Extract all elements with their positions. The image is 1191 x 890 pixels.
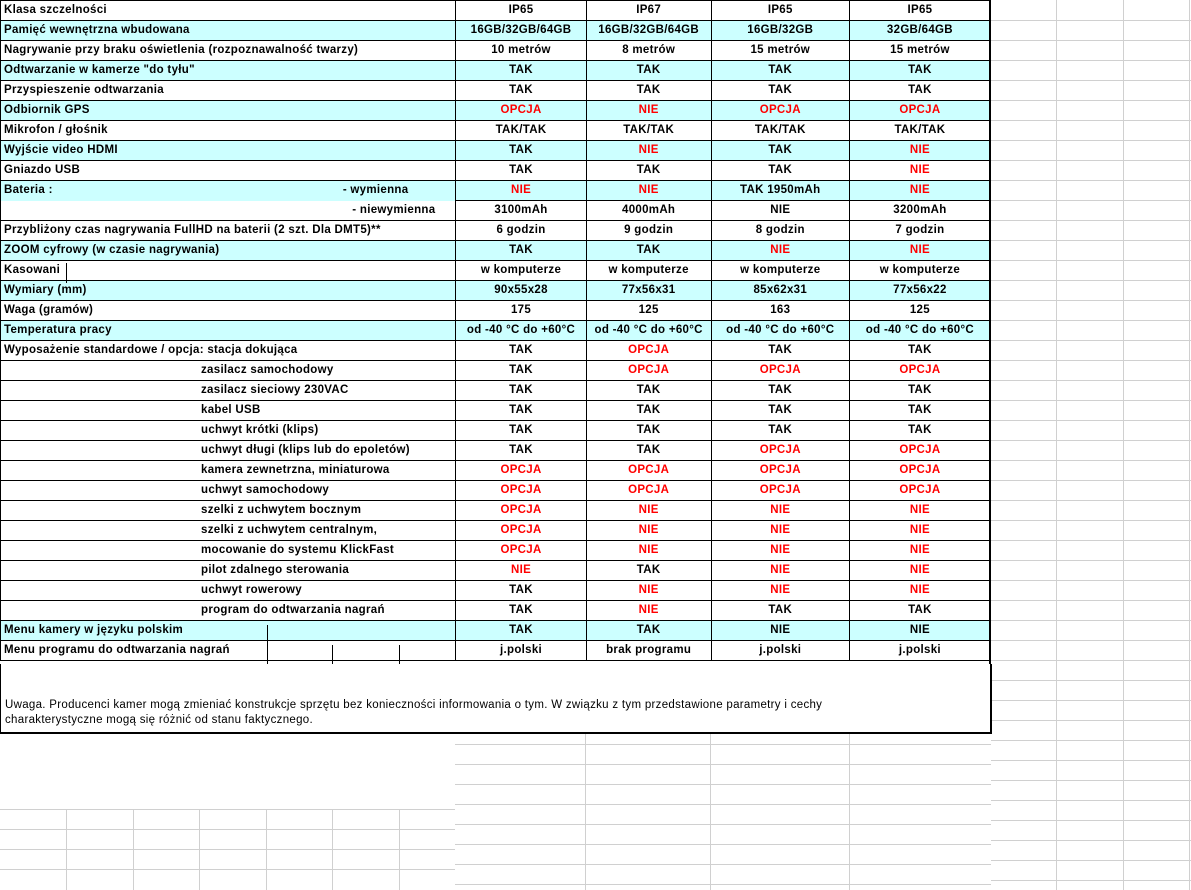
value-cell[interactable]: 15 metrów: [849, 41, 990, 61]
grid-line: [991, 800, 1191, 801]
grid-line: [455, 824, 991, 825]
value-cell[interactable]: TAK: [456, 341, 586, 361]
value-cell[interactable]: od -40 °C do +60°C: [849, 321, 990, 341]
value-cell[interactable]: 163: [711, 301, 849, 321]
value-cell[interactable]: TAK: [711, 161, 849, 181]
value-cell[interactable]: OPCJA: [711, 461, 849, 481]
value-cell[interactable]: OPCJA: [711, 441, 849, 461]
value-cell[interactable]: TAK: [711, 141, 849, 161]
grid-line: [0, 849, 455, 850]
table-row: [1, 61, 991, 81]
value-cell[interactable]: NIE: [849, 521, 990, 541]
grid-line: [991, 340, 1191, 341]
table-row: [1, 221, 991, 241]
grid-line: [991, 460, 1191, 461]
value-cell[interactable]: OPCJA: [849, 461, 990, 481]
grid-line: [991, 300, 1191, 301]
value-cell[interactable]: 7 godzin: [849, 221, 990, 241]
grid-line: [991, 160, 1191, 161]
value-cell[interactable]: 175: [456, 301, 586, 321]
value-cell[interactable]: OPCJA: [456, 461, 586, 481]
value-cell[interactable]: TAK/TAK: [456, 121, 586, 141]
grid-line: [455, 844, 991, 845]
grid-line: [991, 380, 1191, 381]
value-cell[interactable]: w komputerze: [456, 261, 586, 281]
value-cell[interactable]: TAK: [711, 341, 849, 361]
table-row: [1, 521, 991, 541]
value-cell[interactable]: TAK: [849, 341, 990, 361]
value-cell[interactable]: od -40 °C do +60°C: [711, 321, 849, 341]
grid-line: [991, 80, 1191, 81]
grid-line: [455, 884, 991, 885]
value-cell[interactable]: 8 metrów: [586, 41, 711, 61]
grid-line: [991, 360, 1191, 361]
table-row: [1, 361, 991, 381]
value-cell[interactable]: 16GB/32GB: [711, 21, 849, 41]
value-cell[interactable]: 125: [586, 301, 711, 321]
value-cell[interactable]: NIE: [586, 101, 711, 121]
comparison-table-body: [1, 1, 991, 661]
value-cell[interactable]: 77x56x22: [849, 281, 990, 301]
value-cell[interactable]: 77x56x31: [586, 281, 711, 301]
value-cell[interactable]: NIE: [586, 501, 711, 521]
row-label[interactable]: ZOOM cyfrowy (w czasie nagrywania): [1, 241, 456, 261]
value-cell[interactable]: OPCJA: [586, 461, 711, 481]
row-label[interactable]: Menu programu do odtwarzania nagrań: [1, 641, 456, 661]
value-cell[interactable]: NIE: [849, 241, 990, 261]
value-cell[interactable]: TAK: [586, 621, 711, 641]
value-cell[interactable]: IP67: [586, 1, 711, 21]
value-cell[interactable]: 3200mAh: [849, 201, 990, 221]
value-cell[interactable]: TAK: [586, 241, 711, 261]
value-cell[interactable]: NIE: [711, 241, 849, 261]
row-label[interactable]: kamera zewnetrzna, miniaturowa: [1, 461, 456, 481]
table-row: [1, 621, 991, 641]
row-label[interactable]: Kasowani: [1, 261, 456, 281]
value-cell[interactable]: 16GB/32GB/64GB: [456, 21, 586, 41]
value-cell[interactable]: TAK: [586, 61, 711, 81]
row-label[interactable]: uchwyt samochodowy: [1, 481, 456, 501]
value-cell[interactable]: w komputerze: [711, 261, 849, 281]
table-row: [1, 1, 991, 21]
grid-line: [455, 784, 991, 785]
value-cell[interactable]: TAK: [711, 601, 849, 621]
table-row: [1, 281, 991, 301]
row-label[interactable]: Odbiornik GPS: [1, 101, 456, 121]
table-row: [1, 421, 991, 441]
value-cell[interactable]: od -40 °C do +60°C: [456, 321, 586, 341]
value-cell[interactable]: OPCJA: [711, 481, 849, 501]
row-label[interactable]: Temperatura pracy: [1, 321, 456, 341]
value-cell[interactable]: NIE: [849, 541, 990, 561]
value-cell[interactable]: TAK/TAK: [711, 121, 849, 141]
value-cell[interactable]: TAK: [456, 581, 586, 601]
value-cell[interactable]: w komputerze: [586, 261, 711, 281]
value-cell[interactable]: IP65: [456, 1, 586, 21]
grid-line: [991, 40, 1191, 41]
value-cell[interactable]: OPCJA: [456, 501, 586, 521]
grid-line: [991, 400, 1191, 401]
value-cell[interactable]: OPCJA: [711, 101, 849, 121]
grid-line: [991, 880, 1191, 881]
table-row: [1, 141, 991, 161]
grid-line: [991, 640, 1191, 641]
row-label[interactable]: Nagrywanie przy braku oświetlenia (rozpoznawalność twarzy): [1, 41, 456, 61]
value-cell[interactable]: 9 godzin: [586, 221, 711, 241]
value-cell[interactable]: TAK: [586, 441, 711, 461]
value-cell[interactable]: TAK: [586, 381, 711, 401]
value-cell[interactable]: TAK: [456, 421, 586, 441]
value-cell[interactable]: TAK: [849, 81, 990, 101]
value-cell[interactable]: OPCJA: [456, 481, 586, 501]
value-cell[interactable]: TAK: [711, 61, 849, 81]
cell-border: [332, 645, 333, 665]
table-row: [1, 301, 991, 321]
disclaimer-text: Uwaga. Producenci kamer mogą zmieniać konstrukcje sprzętu bez konieczności informowania o tym. W związku z tym przedstawione parametry i cechy charakterystyczne mogą się różnić od stanu faktycznego.: [5, 699, 823, 726]
table-row: [1, 41, 991, 61]
value-cell[interactable]: TAK 1950mAh: [711, 181, 849, 201]
row-label[interactable]: uchwyt długi (klips lub do epoletów): [1, 441, 456, 461]
grid-line: [585, 732, 586, 890]
value-cell[interactable]: 90x55x28: [456, 281, 586, 301]
grid-line: [199, 809, 200, 890]
value-cell[interactable]: TAK: [711, 381, 849, 401]
value-cell[interactable]: j.polski: [711, 641, 849, 661]
row-label-sub: - wymienna: [342, 184, 409, 197]
grid-line: [332, 809, 333, 890]
value-cell[interactable]: NIE: [711, 621, 849, 641]
cell-border: [267, 625, 268, 665]
grid-line: [991, 840, 1191, 841]
value-cell[interactable]: OPCJA: [586, 361, 711, 381]
table-row: [1, 441, 991, 461]
grid-line: [991, 580, 1191, 581]
grid-line: [1189, 0, 1190, 890]
grid-line: [0, 869, 455, 870]
value-cell[interactable]: NIE: [849, 501, 990, 521]
value-cell[interactable]: TAK: [711, 81, 849, 101]
value-cell[interactable]: OPCJA: [456, 541, 586, 561]
value-cell[interactable]: NIE: [849, 621, 990, 641]
grid-line: [991, 660, 1191, 661]
row-label[interactable]: - niewymienna: [1, 201, 456, 221]
row-label[interactable]: Waga (gramów): [1, 301, 456, 321]
value-cell[interactable]: NIE: [711, 541, 849, 561]
row-label[interactable]: uchwyt rowerowy: [1, 581, 456, 601]
value-cell[interactable]: NIE: [711, 501, 849, 521]
grid-line: [991, 760, 1191, 761]
value-cell[interactable]: TAK/TAK: [586, 121, 711, 141]
value-cell[interactable]: NIE: [586, 541, 711, 561]
table-row: [1, 341, 991, 361]
value-cell[interactable]: NIE: [849, 561, 990, 581]
value-cell[interactable]: NIE: [456, 181, 586, 201]
value-cell[interactable]: OPCJA: [456, 521, 586, 541]
value-cell[interactable]: NIE: [586, 521, 711, 541]
value-cell[interactable]: OPCJA: [849, 361, 990, 381]
row-label[interactable]: Wyposażenie standardowe / opcja: stacja dokująca: [1, 341, 456, 361]
value-cell[interactable]: IP65: [711, 1, 849, 21]
table-row: [1, 321, 991, 341]
value-cell[interactable]: NIE: [849, 181, 990, 201]
value-cell[interactable]: TAK: [849, 61, 990, 81]
value-cell[interactable]: j.polski: [849, 641, 990, 661]
value-cell[interactable]: NIE: [849, 581, 990, 601]
value-cell[interactable]: TAK: [456, 81, 586, 101]
grid-line: [991, 780, 1191, 781]
grid-line: [991, 140, 1191, 141]
row-label[interactable]: Gniazdo USB: [1, 161, 456, 181]
value-cell[interactable]: 10 metrów: [456, 41, 586, 61]
value-cell[interactable]: NIE: [711, 581, 849, 601]
row-label[interactable]: szelki z uchwytem centralnym,: [1, 521, 456, 541]
row-label[interactable]: uchwyt krótki (klips): [1, 421, 456, 441]
table-row: [1, 581, 991, 601]
grid-line: [455, 744, 991, 745]
value-cell[interactable]: TAK: [586, 561, 711, 581]
table-row: [1, 461, 991, 481]
table-row: [1, 541, 991, 561]
grid-line: [455, 864, 991, 865]
grid-line: [991, 260, 1191, 261]
value-cell[interactable]: 32GB/64GB: [849, 21, 990, 41]
value-cell[interactable]: NIE: [586, 181, 711, 201]
table-row: [1, 201, 991, 221]
grid-line: [1123, 0, 1124, 890]
row-label[interactable]: zasilacz samochodowy: [1, 361, 456, 381]
grid-line: [991, 220, 1191, 221]
grid-line: [991, 100, 1191, 101]
table-row: [1, 381, 991, 401]
grid-line: [991, 480, 1191, 481]
grid-line: [991, 540, 1191, 541]
grid-line: [991, 500, 1191, 501]
row-label[interactable]: Menu kamery w języku polskim: [1, 621, 456, 641]
grid-line: [991, 560, 1191, 561]
row-label[interactable]: Odtwarzanie w kamerze "do tyłu": [1, 61, 456, 81]
value-cell[interactable]: NIE: [849, 141, 990, 161]
value-cell[interactable]: 125: [849, 301, 990, 321]
grid-line: [991, 820, 1191, 821]
grid-line: [991, 200, 1191, 201]
row-label[interactable]: Klasa szczelności: [1, 1, 456, 21]
row-label[interactable]: kabel USB: [1, 401, 456, 421]
table-row: [1, 161, 991, 181]
value-cell[interactable]: 3100mAh: [456, 201, 586, 221]
grid-line: [399, 809, 400, 890]
value-cell[interactable]: j.polski: [456, 641, 586, 661]
value-cell[interactable]: TAK: [586, 81, 711, 101]
value-cell[interactable]: TAK: [456, 241, 586, 261]
grid-line: [991, 280, 1191, 281]
grid-line: [455, 764, 991, 765]
row-label[interactable]: [1, 181, 456, 201]
value-cell[interactable]: NIE: [711, 521, 849, 541]
table-row: [1, 121, 991, 141]
value-cell[interactable]: OPCJA: [849, 101, 990, 121]
value-cell[interactable]: TAK: [456, 381, 586, 401]
value-cell[interactable]: 4000mAh: [586, 201, 711, 221]
row-label[interactable]: Pamięć wewnętrzna wbudowana: [1, 21, 456, 41]
table-right-border: [989, 0, 991, 664]
grid-line: [455, 804, 991, 805]
row-label-text: Bateria :: [4, 184, 53, 197]
value-cell[interactable]: w komputerze: [849, 261, 990, 281]
value-cell[interactable]: TAK: [456, 141, 586, 161]
table-row: [1, 181, 991, 201]
grid-line: [991, 420, 1191, 421]
table-row: [1, 241, 991, 261]
value-cell[interactable]: TAK: [711, 421, 849, 441]
grid-line: [991, 680, 1191, 681]
value-cell[interactable]: TAK: [456, 441, 586, 461]
value-cell[interactable]: TAK: [456, 161, 586, 181]
grid-line: [991, 720, 1191, 721]
value-cell[interactable]: 85x62x31: [711, 281, 849, 301]
table-row: [1, 101, 991, 121]
table-row: [1, 641, 991, 661]
disclaimer-note: [0, 664, 992, 734]
table-row: [1, 21, 991, 41]
value-cell[interactable]: TAK: [456, 621, 586, 641]
cell-border: [399, 645, 400, 665]
table-row: [1, 401, 991, 421]
value-cell[interactable]: OPCJA: [849, 481, 990, 501]
row-label[interactable]: Wyjście video HDMI: [1, 141, 456, 161]
value-cell[interactable]: NIE: [586, 601, 711, 621]
grid-line: [991, 440, 1191, 441]
row-label[interactable]: Mikrofon / głośnik: [1, 121, 456, 141]
value-cell[interactable]: TAK: [849, 601, 990, 621]
grid-line: [991, 20, 1191, 21]
grid-line: [66, 809, 67, 890]
value-cell[interactable]: 16GB/32GB/64GB: [586, 21, 711, 41]
grid-line: [133, 809, 134, 890]
row-label[interactable]: program do odtwarzania nagrań: [1, 601, 456, 621]
row-label[interactable]: Przybliżony czas nagrywania FullHD na baterii (2 szt. Dla DMT5)**: [1, 221, 456, 241]
value-cell[interactable]: OPCJA: [456, 101, 586, 121]
value-cell[interactable]: NIE: [586, 581, 711, 601]
value-cell[interactable]: 8 godzin: [711, 221, 849, 241]
value-cell[interactable]: TAK: [456, 401, 586, 421]
value-cell[interactable]: NIE: [456, 561, 586, 581]
grid-line: [991, 320, 1191, 321]
value-cell[interactable]: NIE: [586, 141, 711, 161]
value-cell[interactable]: brak programu: [586, 641, 711, 661]
grid-line: [991, 620, 1191, 621]
table-row: [1, 481, 991, 501]
value-cell[interactable]: OPCJA: [586, 481, 711, 501]
value-cell[interactable]: TAK: [586, 401, 711, 421]
value-cell[interactable]: OPCJA: [586, 341, 711, 361]
table-row: [1, 81, 991, 101]
value-cell[interactable]: IP65: [849, 1, 990, 21]
value-cell[interactable]: TAK: [456, 601, 586, 621]
table-row: [1, 561, 991, 581]
value-cell[interactable]: 6 godzin: [456, 221, 586, 241]
value-cell[interactable]: TAK: [849, 401, 990, 421]
grid-line: [991, 600, 1191, 601]
table-row: [1, 601, 991, 621]
value-cell[interactable]: OPCJA: [711, 361, 849, 381]
grid-line: [0, 809, 455, 810]
grid-line: [991, 60, 1191, 61]
grid-line: [991, 740, 1191, 741]
value-cell[interactable]: TAK: [456, 361, 586, 381]
grid-line: [991, 700, 1191, 701]
grid-line: [991, 520, 1191, 521]
grid-line: [710, 732, 711, 890]
grid-line: [991, 860, 1191, 861]
row-label[interactable]: pilot zdalnego sterowania: [1, 561, 456, 581]
value-cell[interactable]: od -40 °C do +60°C: [586, 321, 711, 341]
grid-line: [0, 829, 455, 830]
value-cell[interactable]: TAK: [586, 421, 711, 441]
grid-line: [991, 180, 1191, 181]
grid-line: [991, 120, 1191, 121]
grid-line: [1056, 0, 1057, 890]
row-label[interactable]: Przyspieszenie odtwarzania: [1, 81, 456, 101]
value-cell[interactable]: TAK: [711, 401, 849, 421]
table-row: [1, 501, 991, 521]
value-cell[interactable]: TAK: [849, 421, 990, 441]
value-cell[interactable]: NIE: [711, 201, 849, 221]
value-cell[interactable]: NIE: [711, 561, 849, 581]
grid-line: [849, 732, 850, 890]
row-label[interactable]: szelki z uchwytem bocznym: [1, 501, 456, 521]
table-row: [1, 261, 991, 281]
cell-border: [66, 263, 67, 283]
value-cell[interactable]: OPCJA: [849, 441, 990, 461]
row-label[interactable]: zasilacz sieciowy 230VAC: [1, 381, 456, 401]
value-cell[interactable]: NIE: [849, 161, 990, 181]
row-label[interactable]: mocowanie do systemu KlickFast: [1, 541, 456, 561]
value-cell[interactable]: TAK: [586, 161, 711, 181]
grid-line: [266, 809, 267, 890]
value-cell[interactable]: TAK: [456, 61, 586, 81]
value-cell[interactable]: TAK: [849, 381, 990, 401]
value-cell[interactable]: 15 metrów: [711, 41, 849, 61]
row-label[interactable]: Wymiary (mm): [1, 281, 456, 301]
grid-line: [991, 240, 1191, 241]
value-cell[interactable]: TAK/TAK: [849, 121, 990, 141]
